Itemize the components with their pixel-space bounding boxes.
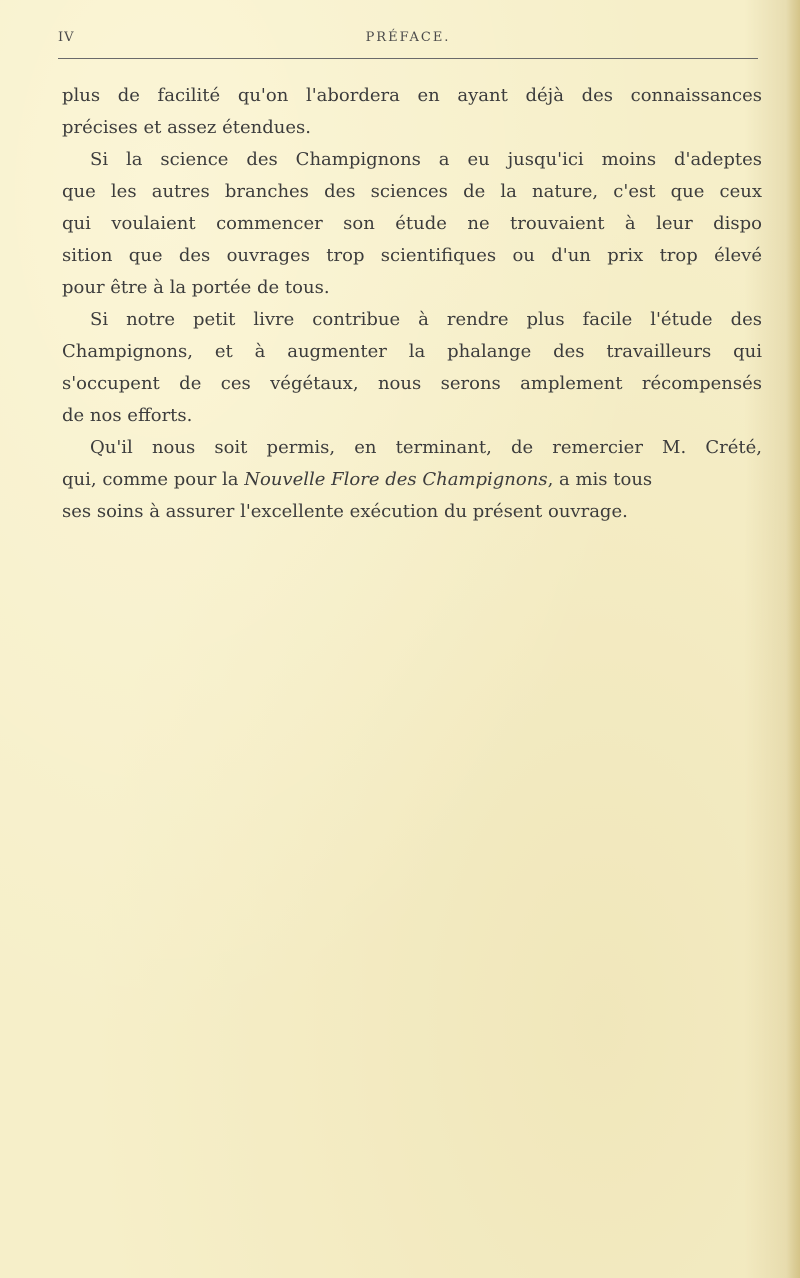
text-line: plus de facilité qu'on l'abordera en ayant déjà des connaissances: [62, 85, 762, 106]
text-segment: qui, comme pour la: [62, 469, 239, 490]
running-title: PRÉFACE.: [365, 30, 451, 45]
text-line: ses soins à assurer l'excellente exécution du présent ouvrage.: [62, 501, 628, 522]
preface-text: [62, 80, 762, 528]
text-line: que les autres branches des sciences de la nature, c'est que ceux: [62, 181, 762, 202]
text-line: précises et assez étendues.: [62, 117, 311, 138]
text-line: Qu'il nous soit permis, en terminant, de remercier M. Crété,: [90, 437, 762, 458]
header-rule: [58, 58, 758, 59]
text-line: pour être à la portée de tous.: [62, 277, 330, 298]
text-segment: , a mis tous: [547, 469, 653, 490]
text-line: de nos efforts.: [62, 405, 193, 426]
text-line: [62, 464, 762, 496]
italic-book-title: Nouvelle Flore des Champignons: [244, 469, 548, 490]
page-number: IV: [58, 30, 75, 45]
page-header: [58, 30, 758, 52]
page-edge-shadow: [786, 0, 800, 1278]
text-line: qui voulaient commencer son étude ne trouvaient à leur dispo: [62, 213, 762, 234]
text-line: sition que des ouvrages trop scientifiques ou d'un prix trop élevé: [62, 245, 762, 266]
text-line: s'occupent de ces végétaux, nous serons amplement récompensés: [62, 373, 762, 394]
text-line: Si la science des Champignons a eu jusqu'ici moins d'adeptes: [90, 149, 762, 170]
text-line: Champignons, et à augmenter la phalange des travailleurs qui: [62, 341, 762, 362]
text-line: Si notre petit livre contribue à rendre plus facile l'étude des: [90, 309, 762, 330]
